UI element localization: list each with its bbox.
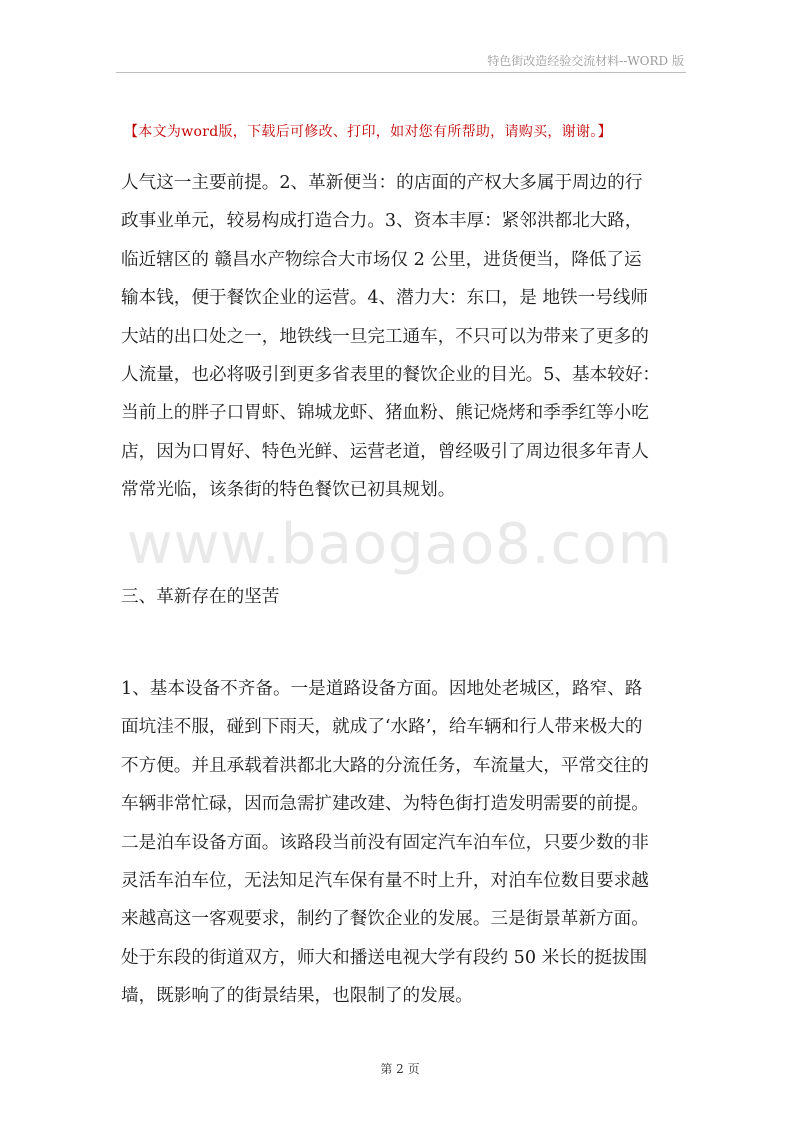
text-line: 输本钱，便于餐饮企业的运营。4、潜力大：东口，是 地铁一号线师 xyxy=(121,288,649,309)
text-line: 政事业单元，较易构成打造合力。3、资本丰厚：紧邻洪都北大路， xyxy=(121,211,643,232)
text-line: 处于东段的街道双方，师大和播送电视大学有段约 50 米长的挺拔围 xyxy=(121,947,648,968)
text-line: 临近辖区的 赣昌水产物综合大市场仅 2 公里，进货便当，降低了运 xyxy=(121,249,642,270)
body-paragraph-1 xyxy=(121,164,687,510)
text-line: 不方便。并且承载着洪都北大路的分流任务，车流量大，平常交往的 xyxy=(121,755,649,776)
text-line: 人气这一主要前提。2、革新便当：的店面的产权大多属于周边的行 xyxy=(121,173,643,193)
text-line: 当前上的胖子口胃虾、锦城龙虾、猪血粉、熊记烧烤和季季红等小吃 xyxy=(121,403,649,424)
text-line: 二是泊车设备方面。该路段当前没有固定汽车泊车位，只要少数的非 xyxy=(121,832,649,853)
text-line: 大站的出口处之一，地铁线一旦完工通车，不只可以为带来了更多的 xyxy=(121,326,649,347)
download-notice: 【本文为word版，下载后可修改、打印，如对您有所帮助，请购买，谢谢。】 xyxy=(124,124,612,140)
watermark: www.baogao8.com xyxy=(126,512,674,577)
text-line: 1、基本设备不齐备。一是道路设备方面。因地处老城区，路窄、路 xyxy=(121,679,643,699)
section-heading: 三、革新存在的坚苦 xyxy=(121,587,280,607)
header-rule xyxy=(116,72,686,73)
text-line: 墙，既影响了的街景结果，也限制了的发展。 xyxy=(121,986,473,1007)
text-line: 常常光临，该条街的特色餐饮已初具规划。 xyxy=(121,480,456,501)
body-paragraph-2 xyxy=(121,670,687,1016)
text-line: 面坑洼不服，碰到下雨天，就成了‘水路’，给车辆和行人带来极大的 xyxy=(121,717,643,738)
text-line: 人流量，也必将吸引到更多省表里的餐饮企业的目光。5、基本较好： xyxy=(121,364,661,385)
text-line: 车辆非常忙碌，因而急需扩建改建、为特色街打造发明需要的前提。 xyxy=(121,794,649,815)
text-line: 来越高这一客观要求，制约了餐饮企业的发展。三是街景革新方面。 xyxy=(121,909,649,930)
text-line: 灵活车泊车位，无法知足汽车保有量不时上升，对泊车位数目要求越 xyxy=(121,870,649,891)
page-number: 第 2 页 xyxy=(380,1062,420,1076)
running-header: 特色街改造经验交流材料--WORD 版 xyxy=(487,54,684,68)
text-line: 店，因为口胃好、特色光鲜、运营老道，曾经吸引了周边很多年青人 xyxy=(121,441,649,462)
